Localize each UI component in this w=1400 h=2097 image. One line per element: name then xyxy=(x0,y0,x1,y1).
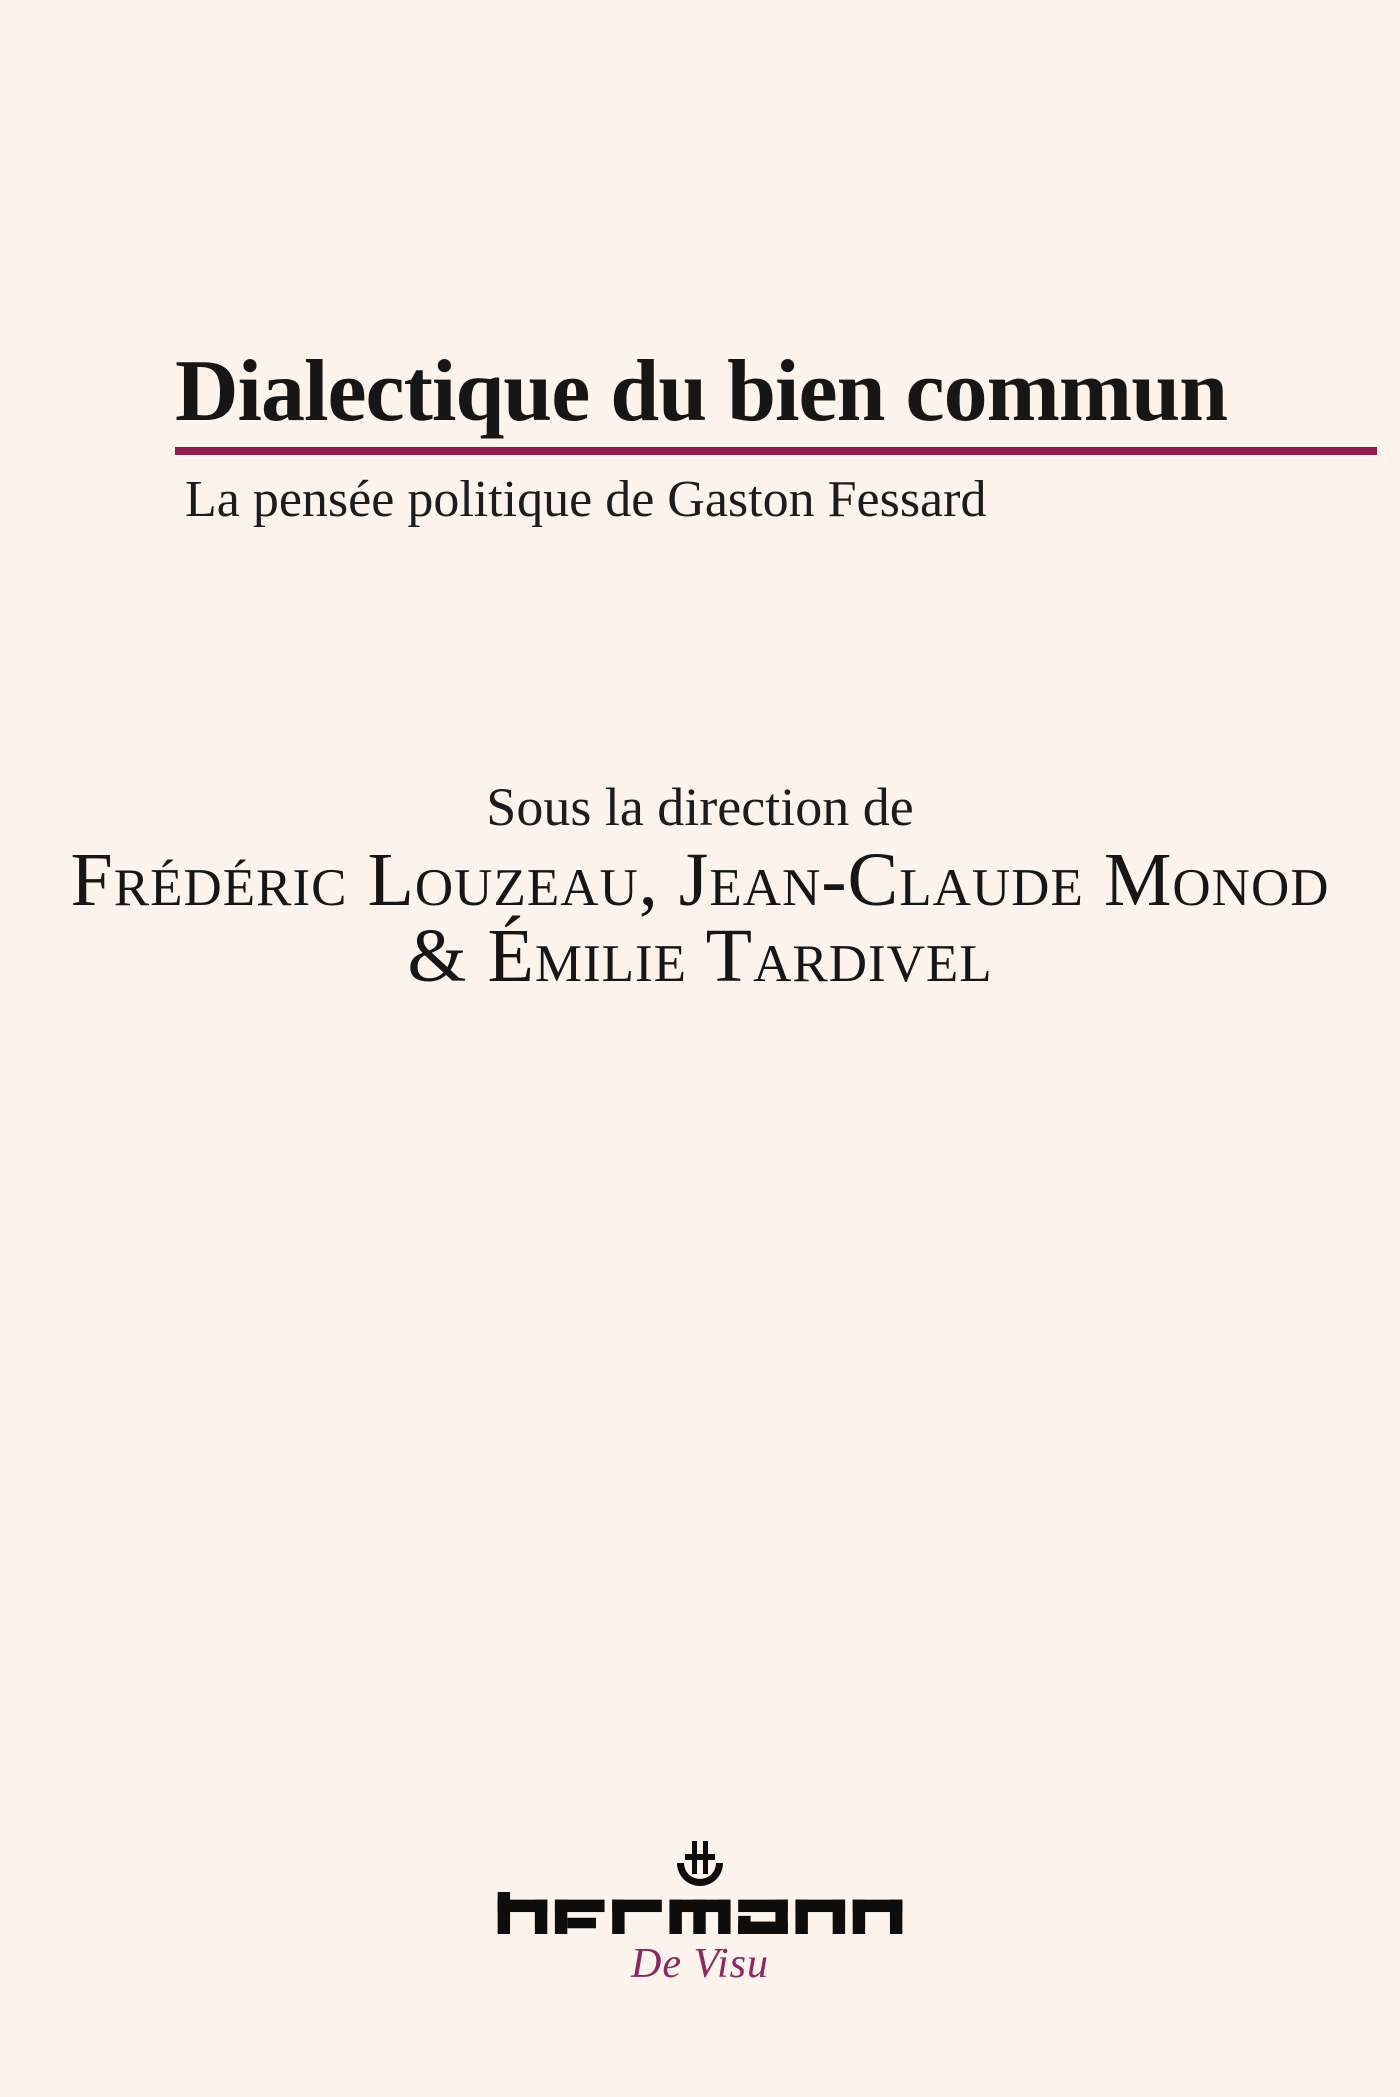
publisher-block xyxy=(0,1841,1400,1988)
title-underline-rule xyxy=(175,447,1377,455)
hermann-logo-icon xyxy=(676,1841,724,1889)
book-title: Dialectique du bien commun xyxy=(175,343,1228,440)
editors-line-1: Frédéric Louzeau, Jean-Claude Monod xyxy=(70,838,1330,922)
hermann-wordmark xyxy=(497,1892,903,1934)
collection-name: De Visu xyxy=(630,1941,770,1987)
direction-label: Sous la direction de xyxy=(486,777,914,837)
book-subtitle: La pensée politique de Gaston Fessard xyxy=(185,471,987,528)
editors-line-2: & Émilie Tardivel xyxy=(407,914,993,998)
editors-block xyxy=(0,776,1400,998)
title-block xyxy=(175,343,1377,528)
